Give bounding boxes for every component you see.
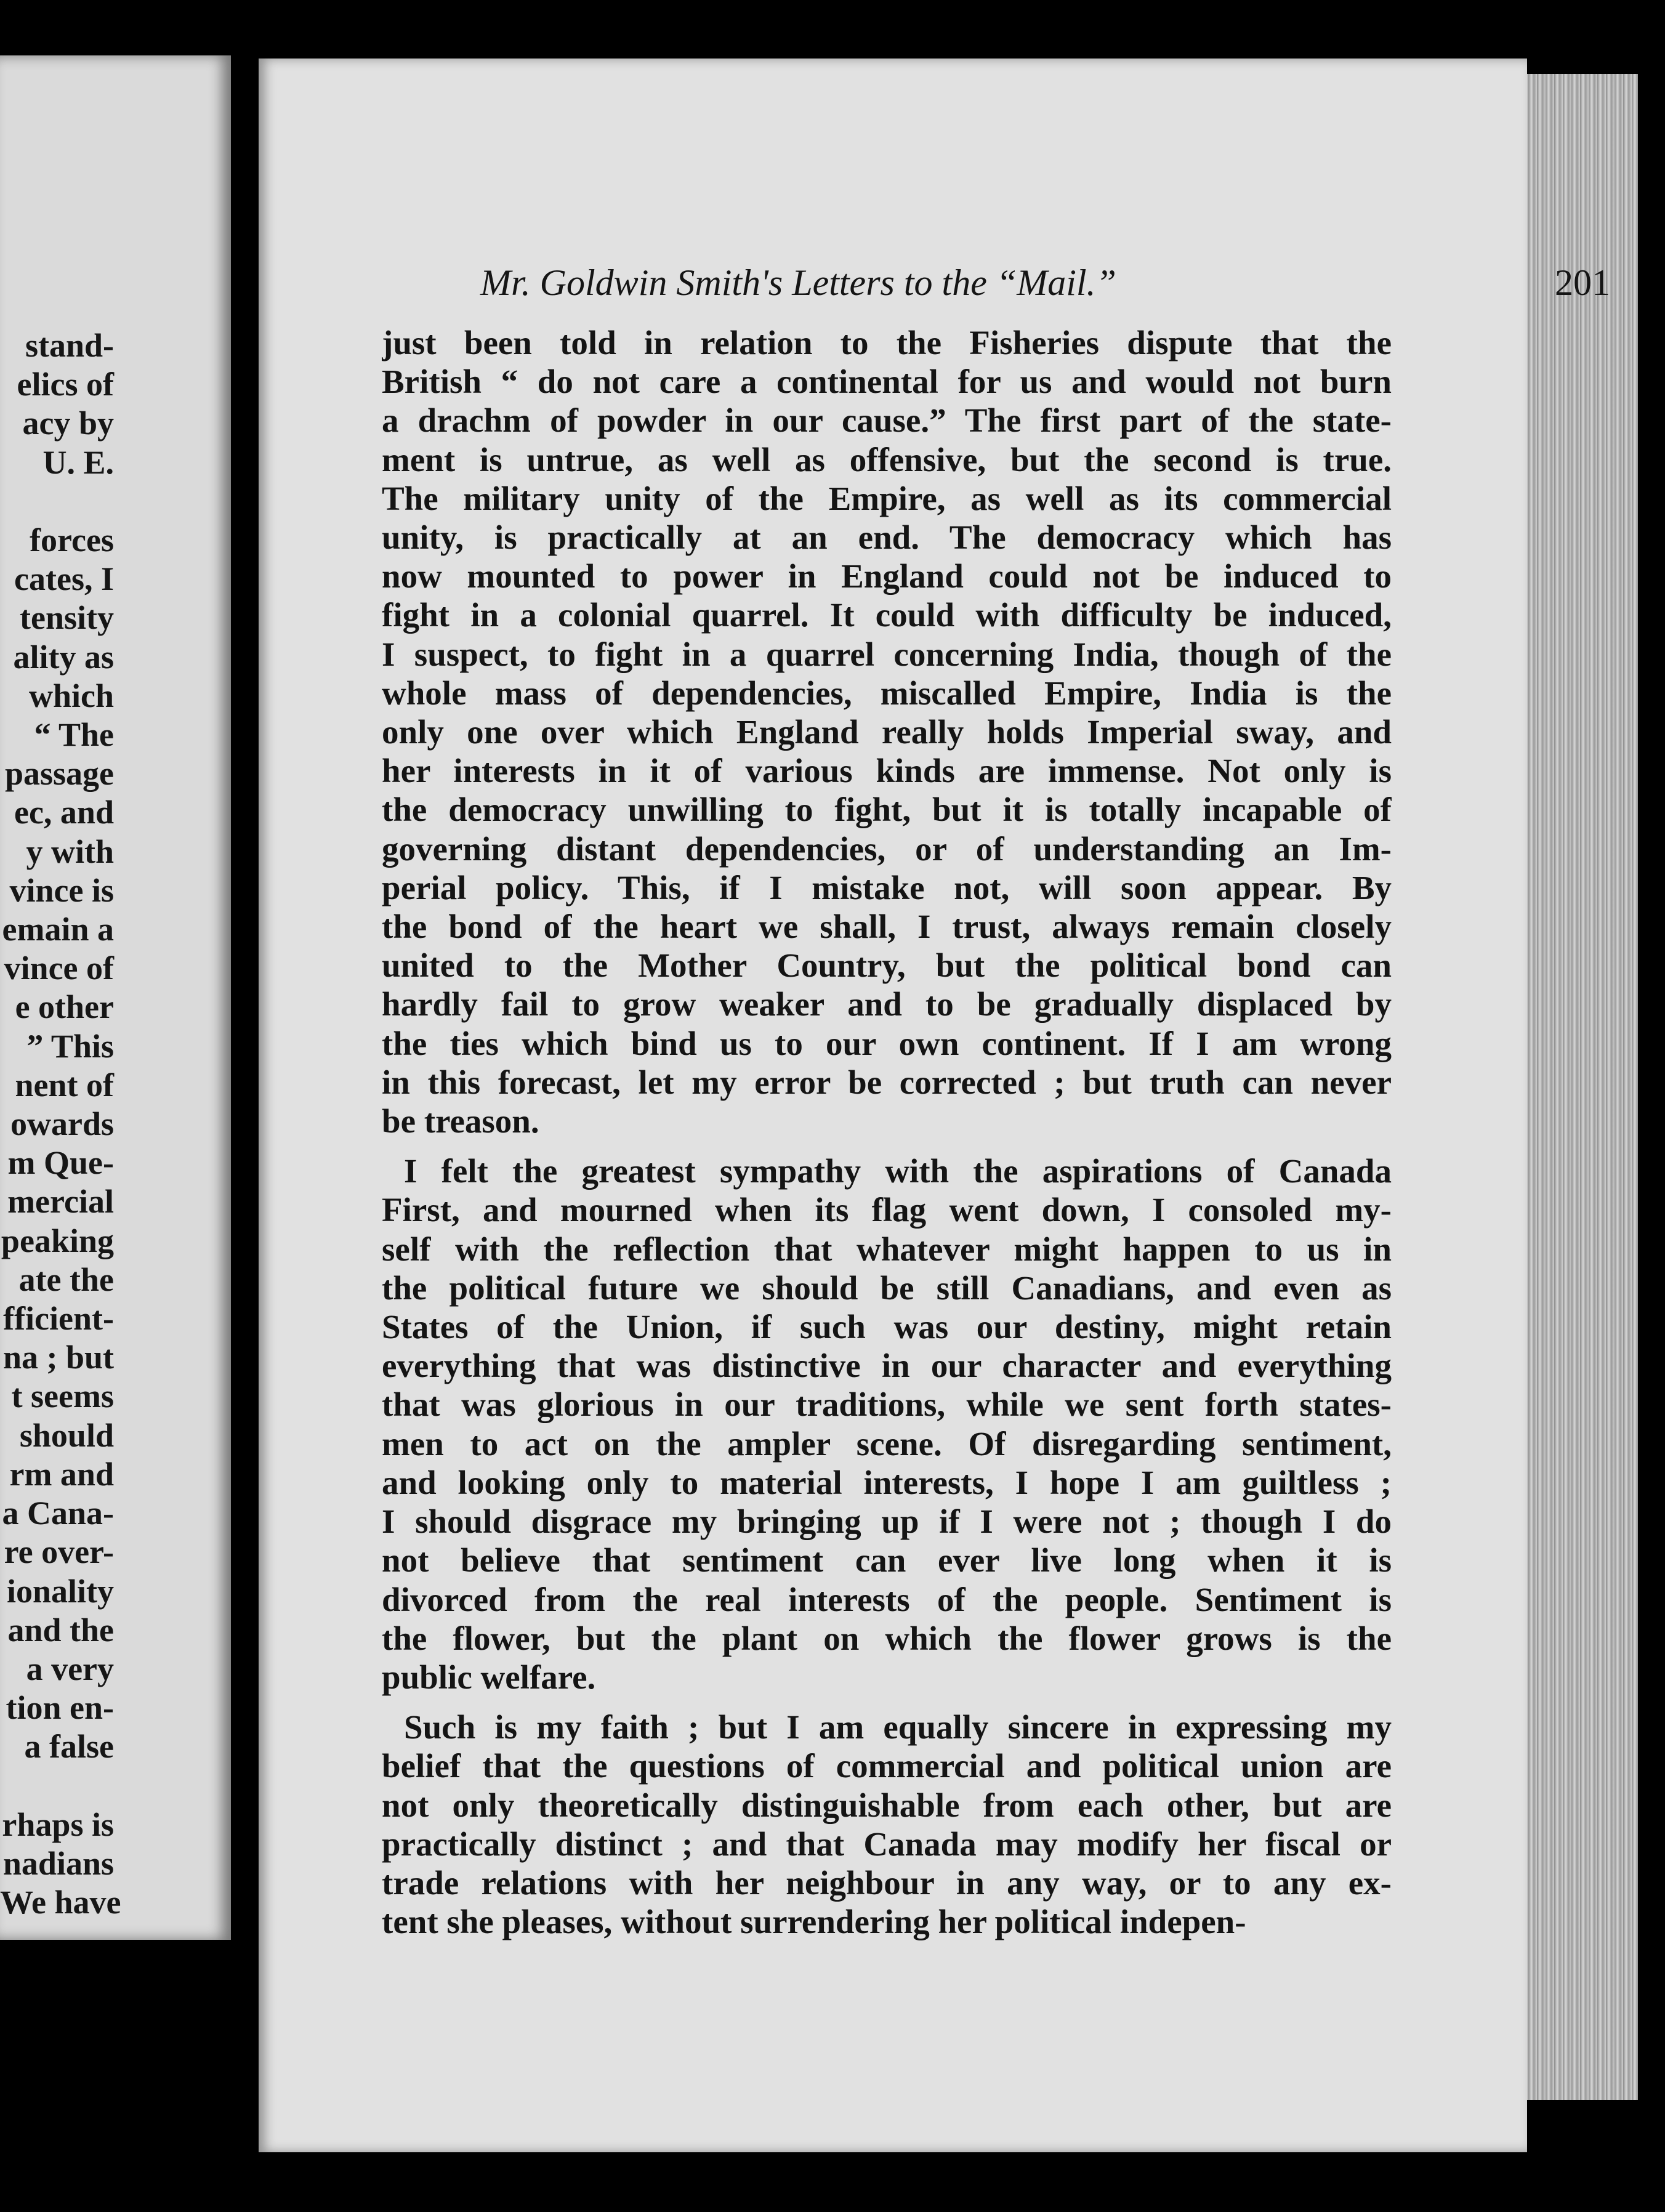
- text-line: her interests in it of various kinds are immense. Not only is: [382, 752, 1392, 790]
- text-line: united to the Mother Country, but the political bond can: [382, 947, 1392, 985]
- left-page-line: [0, 1767, 114, 1806]
- left-page-line: [0, 482, 114, 521]
- left-page-line: passage: [4, 755, 114, 793]
- running-title: Mr. Goldwin Smith's Letters to the “Mail.”: [480, 262, 1116, 303]
- left-page-line: nadians: [2, 1844, 114, 1882]
- text-line: belief that the questions of commercial and political union are: [382, 1747, 1392, 1785]
- left-page-line: a false: [24, 1728, 114, 1766]
- text-line: public welfare.: [382, 1658, 596, 1696]
- text-line: the bond of the heart we shall, I trust, always remain closely: [382, 908, 1392, 946]
- left-page-line: forces: [30, 522, 114, 559]
- text-line: The military unity of the Empire, as well as its commercial: [382, 479, 1392, 517]
- text-line: unity, is practically at an end. The democracy which has: [382, 519, 1392, 557]
- left-page-line: peaking: [1, 1222, 114, 1259]
- text-line: fight in a colonial quarrel. It could with difficulty be induced,: [382, 596, 1392, 634]
- text-line: I suspect, to fight in a quarrel concerning India, though of the: [382, 635, 1392, 673]
- text-line: First, and mourned when its flag went down, I consoled my-: [382, 1191, 1392, 1229]
- text-line: not only theoretically distinguishable from each other, but are: [382, 1786, 1392, 1824]
- left-page-line: which: [28, 677, 114, 714]
- text-line: and looking only to material interests, I hope I am guiltless ;: [382, 1463, 1392, 1501]
- text-line: be treason.: [382, 1102, 539, 1140]
- left-page-line: cates, I: [14, 560, 114, 598]
- left-page-line: elics of: [17, 366, 114, 403]
- left-page-line: and the: [7, 1611, 114, 1649]
- text-line: now mounted to power in England could not be induced to: [382, 557, 1392, 595]
- left-page-line: owards: [10, 1105, 114, 1143]
- text-line: I should disgrace my bringing up if I were not ; though I do: [382, 1503, 1392, 1541]
- paragraph: [382, 1152, 1392, 1697]
- left-page-line: vince of: [4, 950, 114, 987]
- text-line: I felt the greatest sympathy with the aspirations of Canada: [404, 1152, 1392, 1190]
- text-line: the flower, but the plant on which the flower grows is the: [382, 1619, 1392, 1657]
- text-line: ment is untrue, as well as offensive, but the second is true.: [382, 440, 1392, 478]
- text-line: Such is my faith ; but I am equally sincere in expressing my: [404, 1708, 1392, 1746]
- left-page-line: tensity: [20, 599, 114, 637]
- text-line: that was glorious in our traditions, while we sent forth states-: [382, 1386, 1392, 1424]
- page-number: 201: [1555, 262, 1610, 303]
- text-line: States of the Union, if such was our destiny, might retain: [382, 1308, 1392, 1346]
- left-page-line: m Que-: [7, 1144, 114, 1182]
- text-line: hardly fail to grow weaker and to be gradually displaced by: [382, 985, 1392, 1023]
- text-line: everything that was distinctive in our character and everything: [382, 1347, 1392, 1385]
- left-page: [0, 55, 231, 1940]
- left-page-line: a Cana-: [2, 1495, 114, 1532]
- paragraph: [382, 1708, 1392, 1941]
- left-page-line: emain a: [2, 911, 114, 948]
- left-page-line: tion en-: [6, 1689, 114, 1727]
- left-page-line: ality as: [13, 638, 114, 676]
- text-line: only one over which England really holds Imperial sway, and: [382, 713, 1392, 751]
- left-page-line: We have: [0, 1884, 121, 1921]
- text-line: a drachm of powder in our cause.” The first part of the state-: [382, 402, 1392, 440]
- running-head: [480, 262, 1650, 304]
- left-page-line: stand-: [25, 327, 114, 364]
- text-line: self with the reflection that whatever might happen to us in: [382, 1230, 1392, 1268]
- left-page-line: rhaps is: [2, 1806, 114, 1843]
- left-page-line: “ The: [34, 716, 114, 754]
- paragraph: [382, 323, 1392, 1140]
- left-page-text: [0, 326, 121, 1922]
- left-page-line: acy by: [22, 405, 114, 442]
- text-line: in this forecast, let my error be corrected ; but truth can never: [382, 1063, 1392, 1101]
- text-line: the ties which bind us to our own continent. If I am wrong: [382, 1024, 1392, 1062]
- left-page-line: t seems: [11, 1378, 114, 1415]
- text-line: the political future we should be still Canadians, and even as: [382, 1269, 1392, 1307]
- left-page-line: should: [19, 1416, 114, 1454]
- left-page-line: fficient-: [3, 1300, 114, 1338]
- left-page-line: rm and: [9, 1455, 114, 1493]
- left-page-line: a very: [26, 1650, 114, 1687]
- text-line: practically distinct ; and that Canada may modify her fiscal or: [382, 1825, 1392, 1863]
- text-line: men to act on the ampler scene. Of disregarding sentiment,: [382, 1424, 1392, 1463]
- text-line: tent she pleases, without surrendering her political indepen-: [382, 1903, 1246, 1941]
- left-page-line: mercial: [7, 1183, 114, 1221]
- text-line: divorced from the real interests of the people. Sentiment is: [382, 1580, 1392, 1618]
- left-page-line: ” This: [26, 1027, 114, 1065]
- text-line: just been told in relation to the Fisheries dispute that the: [382, 324, 1392, 361]
- left-page-line: e other: [15, 988, 114, 1026]
- left-page-line: ionality: [6, 1572, 114, 1610]
- left-page-line: ate the: [18, 1261, 114, 1298]
- left-page-line: y with: [26, 833, 114, 870]
- text-line: perial policy. This, if I mistake not, will soon appear. By: [382, 868, 1392, 906]
- left-page-line: nent of: [15, 1066, 114, 1104]
- book-gutter: [231, 0, 259, 2212]
- text-line: not believe that sentiment can ever live long when it is: [382, 1541, 1392, 1580]
- right-page: [259, 59, 1610, 2152]
- left-page-line: na ; but: [2, 1339, 114, 1376]
- left-page-line: U. E.: [42, 443, 114, 481]
- text-line: the democracy unwilling to fight, but it is totally incapable of: [382, 791, 1392, 829]
- text-line: governing distant dependencies, or of understanding an Im-: [382, 830, 1392, 868]
- text-line: trade relations with her neighbour in any way, or to any ex-: [382, 1863, 1392, 1902]
- text-line: British “ do not care a continental for us and would not burn: [382, 363, 1392, 401]
- left-page-line: ec, and: [14, 794, 114, 831]
- left-page-line: vince is: [9, 871, 114, 909]
- text-line: whole mass of dependencies, miscalled Empire, India is the: [382, 674, 1392, 712]
- left-page-line: re over-: [4, 1533, 114, 1571]
- body-text: [382, 323, 1392, 1941]
